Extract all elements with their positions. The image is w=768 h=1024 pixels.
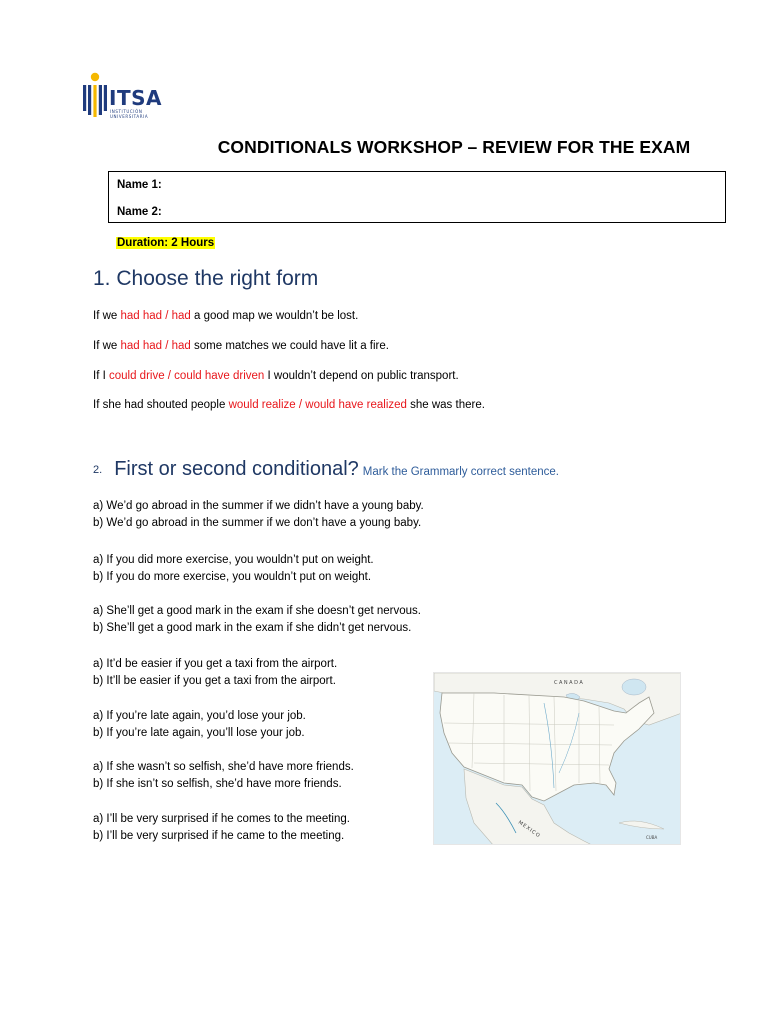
option-a: a) It’d be easier if you get a taxi from the airport.: [93, 658, 338, 670]
logo-subtext: INSTITUCIÓN UNIVERSITARIA: [110, 109, 149, 119]
item-text-before: If I: [93, 370, 109, 382]
option-a: a) If she wasn’t so selfish, she’d have more friends.: [93, 761, 354, 773]
section-2-title: First or second conditional?: [114, 458, 359, 480]
option-b: b) I’ll be very surprised if he came to the meeting.: [93, 830, 345, 842]
name-1-label: Name 1:: [117, 179, 162, 191]
map-label-canada: CANADA: [554, 680, 585, 686]
names-box: [108, 171, 726, 223]
item-text-after: some matches we could have lit a fire.: [190, 340, 389, 352]
sentence-pair: [93, 603, 421, 637]
item-text-before: If we: [93, 340, 121, 352]
option-a: a) She’ll get a good mark in the exam if she doesn’t get nervous.: [93, 605, 421, 617]
sentence-pair: [93, 759, 354, 793]
sentence-pair: [93, 498, 424, 532]
map-label-mexico: MEXICO: [516, 819, 542, 840]
section-2-instruction: Mark the Grammarly correct sentence.: [362, 466, 559, 478]
item-text-after: a good map we wouldn’t be lost.: [190, 310, 359, 322]
answer-options: would realize / would have realized: [228, 399, 407, 411]
exercise-1-item: [93, 399, 485, 411]
option-b: b) We’d go abroad in the summer if we don’t have a young baby.: [93, 517, 422, 529]
map-label-cuba: CUBA: [646, 835, 658, 840]
sentence-pair: [93, 811, 350, 845]
section-2-number: 2.: [93, 464, 103, 476]
sentence-pair: [93, 708, 306, 742]
exercise-1-item: [93, 310, 358, 322]
option-b: b) She’ll get a good mark in the exam if she didn’t get nervous.: [93, 622, 412, 634]
option-b: b) If she isn’t so selfish, she’d have more friends.: [93, 778, 342, 790]
exercise-1-item: [93, 370, 459, 382]
exercise-1-item: [93, 340, 389, 352]
sentence-pair: [93, 552, 374, 586]
item-text-after: I wouldn’t depend on public transport.: [264, 370, 459, 382]
item-text-after: she was there.: [406, 399, 485, 411]
sentence-pair: [93, 656, 337, 690]
item-text-before: If she had shouted people: [93, 399, 229, 411]
answer-options: had had / had: [120, 340, 191, 352]
option-b: b) If you do more exercise, you wouldn’t put on weight.: [93, 571, 372, 583]
document-title: CONDITIONALS WORKSHOP – REVIEW FOR THE EXAM: [217, 137, 691, 157]
option-a: a) If you’re late again, you’d lose your job.: [93, 710, 306, 722]
section-1-heading: 1. Choose the right form: [93, 267, 319, 290]
item-text-before: If we: [93, 310, 121, 322]
duration-label: Duration: 2 Hours: [117, 237, 215, 249]
option-b: b) If you’re late again, you’ll lose your job.: [93, 727, 305, 739]
option-b: b) It’ll be easier if you get a taxi from the airport.: [93, 675, 336, 687]
option-a: a) If you did more exercise, you wouldn’t put on weight.: [93, 554, 374, 566]
option-a: a) We’d go abroad in the summer if we didn’t have a young baby.: [93, 500, 424, 512]
answer-options: had had / had: [120, 310, 191, 322]
answer-options: could drive / could have driven: [108, 370, 265, 382]
logo-emblem-icon: [82, 72, 110, 118]
usa-map-image: [433, 672, 681, 845]
logo-wordmark: ITSA: [109, 86, 162, 110]
option-a: a) I’ll be very surprised if he comes to the meeting.: [93, 813, 350, 825]
section-2-heading: [93, 458, 559, 481]
itsa-logo: [82, 72, 172, 124]
name-2-label: Name 2:: [117, 206, 162, 218]
